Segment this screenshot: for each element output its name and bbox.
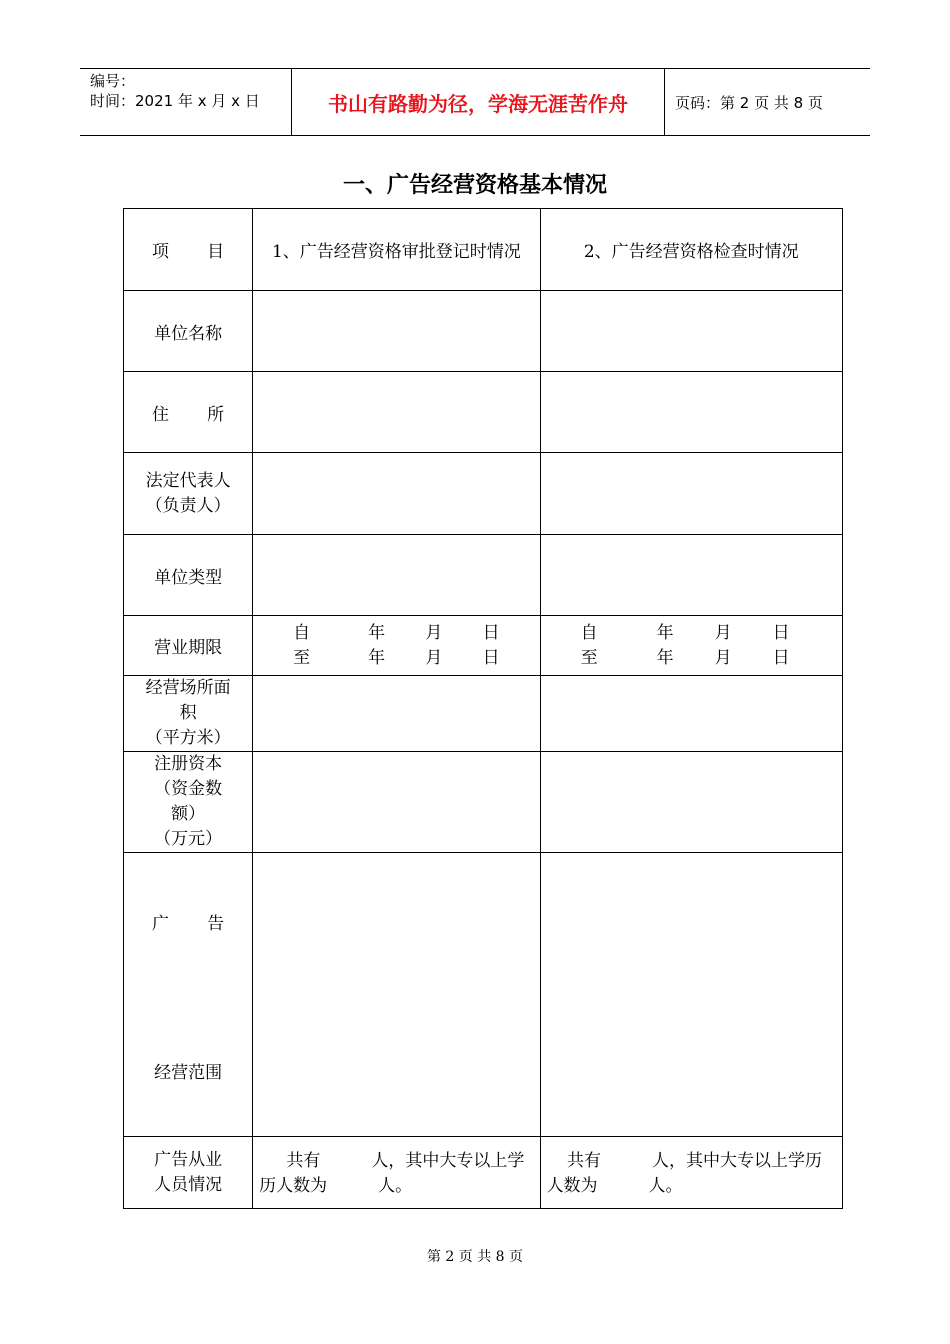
table-row — [124, 535, 843, 616]
table-row — [124, 291, 843, 372]
header-motto: 书山有路勤为径，学海无涯苦作舟 — [292, 69, 665, 136]
term-registration-cell[interactable]: 自 年 月 日 至 年 月 日 — [253, 616, 540, 676]
unit-type-inspection-cell[interactable] — [540, 535, 842, 616]
capital-inspection-cell[interactable] — [540, 752, 842, 853]
qualification-table — [123, 208, 843, 1209]
header-inspection-cell: 2、广告经营资格检查时情况 — [540, 209, 842, 291]
row-label-term: 营业期限 — [124, 616, 253, 676]
table-row — [124, 1137, 843, 1209]
row-label-staff: 广告从业 人员情况 — [124, 1137, 253, 1209]
staff-inspection-cell[interactable]: 共有 人，其中大专以上学历人数为 人。 — [540, 1137, 842, 1209]
address-inspection-cell[interactable] — [540, 372, 842, 453]
number-label: 编号： — [90, 72, 136, 90]
table-row — [124, 853, 843, 1137]
table-header-row — [124, 209, 843, 291]
time-label: 时间：2021 年 x 月 x 日 — [90, 92, 260, 110]
address-registration-cell[interactable] — [253, 372, 540, 453]
page-footer: 第 2 页 共 8 页 — [426, 1249, 524, 1265]
unit-name-registration-cell[interactable] — [253, 291, 540, 372]
legal-rep-registration-cell[interactable] — [253, 453, 540, 535]
row-label-scope: 广 告 经营范围 — [124, 853, 253, 1137]
table-row — [124, 372, 843, 453]
row-label-unit-name: 单位名称 — [124, 291, 253, 372]
staff-registration-cell[interactable]: 共有 人，其中大专以上学历人数为 人。 — [253, 1137, 540, 1209]
unit-name-inspection-cell[interactable] — [540, 291, 842, 372]
scope-registration-cell[interactable] — [253, 853, 540, 1137]
legal-rep-inspection-cell[interactable] — [540, 453, 842, 535]
header-item-cell: 项 目 — [124, 209, 253, 291]
header-meta — [80, 69, 292, 136]
table-row — [124, 752, 843, 853]
scope-inspection-cell[interactable] — [540, 853, 842, 1137]
capital-registration-cell[interactable] — [253, 752, 540, 853]
table-row — [124, 676, 843, 752]
section-title: 一、广告经营资格基本情况 — [342, 173, 607, 198]
table-row — [124, 453, 843, 535]
header-page-code: 页码：第 2 页 共 8 页 — [665, 69, 871, 136]
unit-type-registration-cell[interactable] — [253, 535, 540, 616]
row-label-unit-type: 单位类型 — [124, 535, 253, 616]
table-row — [124, 616, 843, 676]
page-header — [80, 68, 870, 136]
area-inspection-cell[interactable] — [540, 676, 842, 752]
row-label-capital: 注册资本 （资金数 额） （万元） — [124, 752, 253, 853]
term-inspection-cell[interactable]: 自 年 月 日 至 年 月 日 — [540, 616, 842, 676]
row-label-area: 经营场所面 积 （平方米） — [124, 676, 253, 752]
header-registration-cell: 1、广告经营资格审批登记时情况 — [253, 209, 540, 291]
area-registration-cell[interactable] — [253, 676, 540, 752]
row-label-address: 住 所 — [124, 372, 253, 453]
row-label-legal-rep: 法定代表人 （负责人） — [124, 453, 253, 535]
